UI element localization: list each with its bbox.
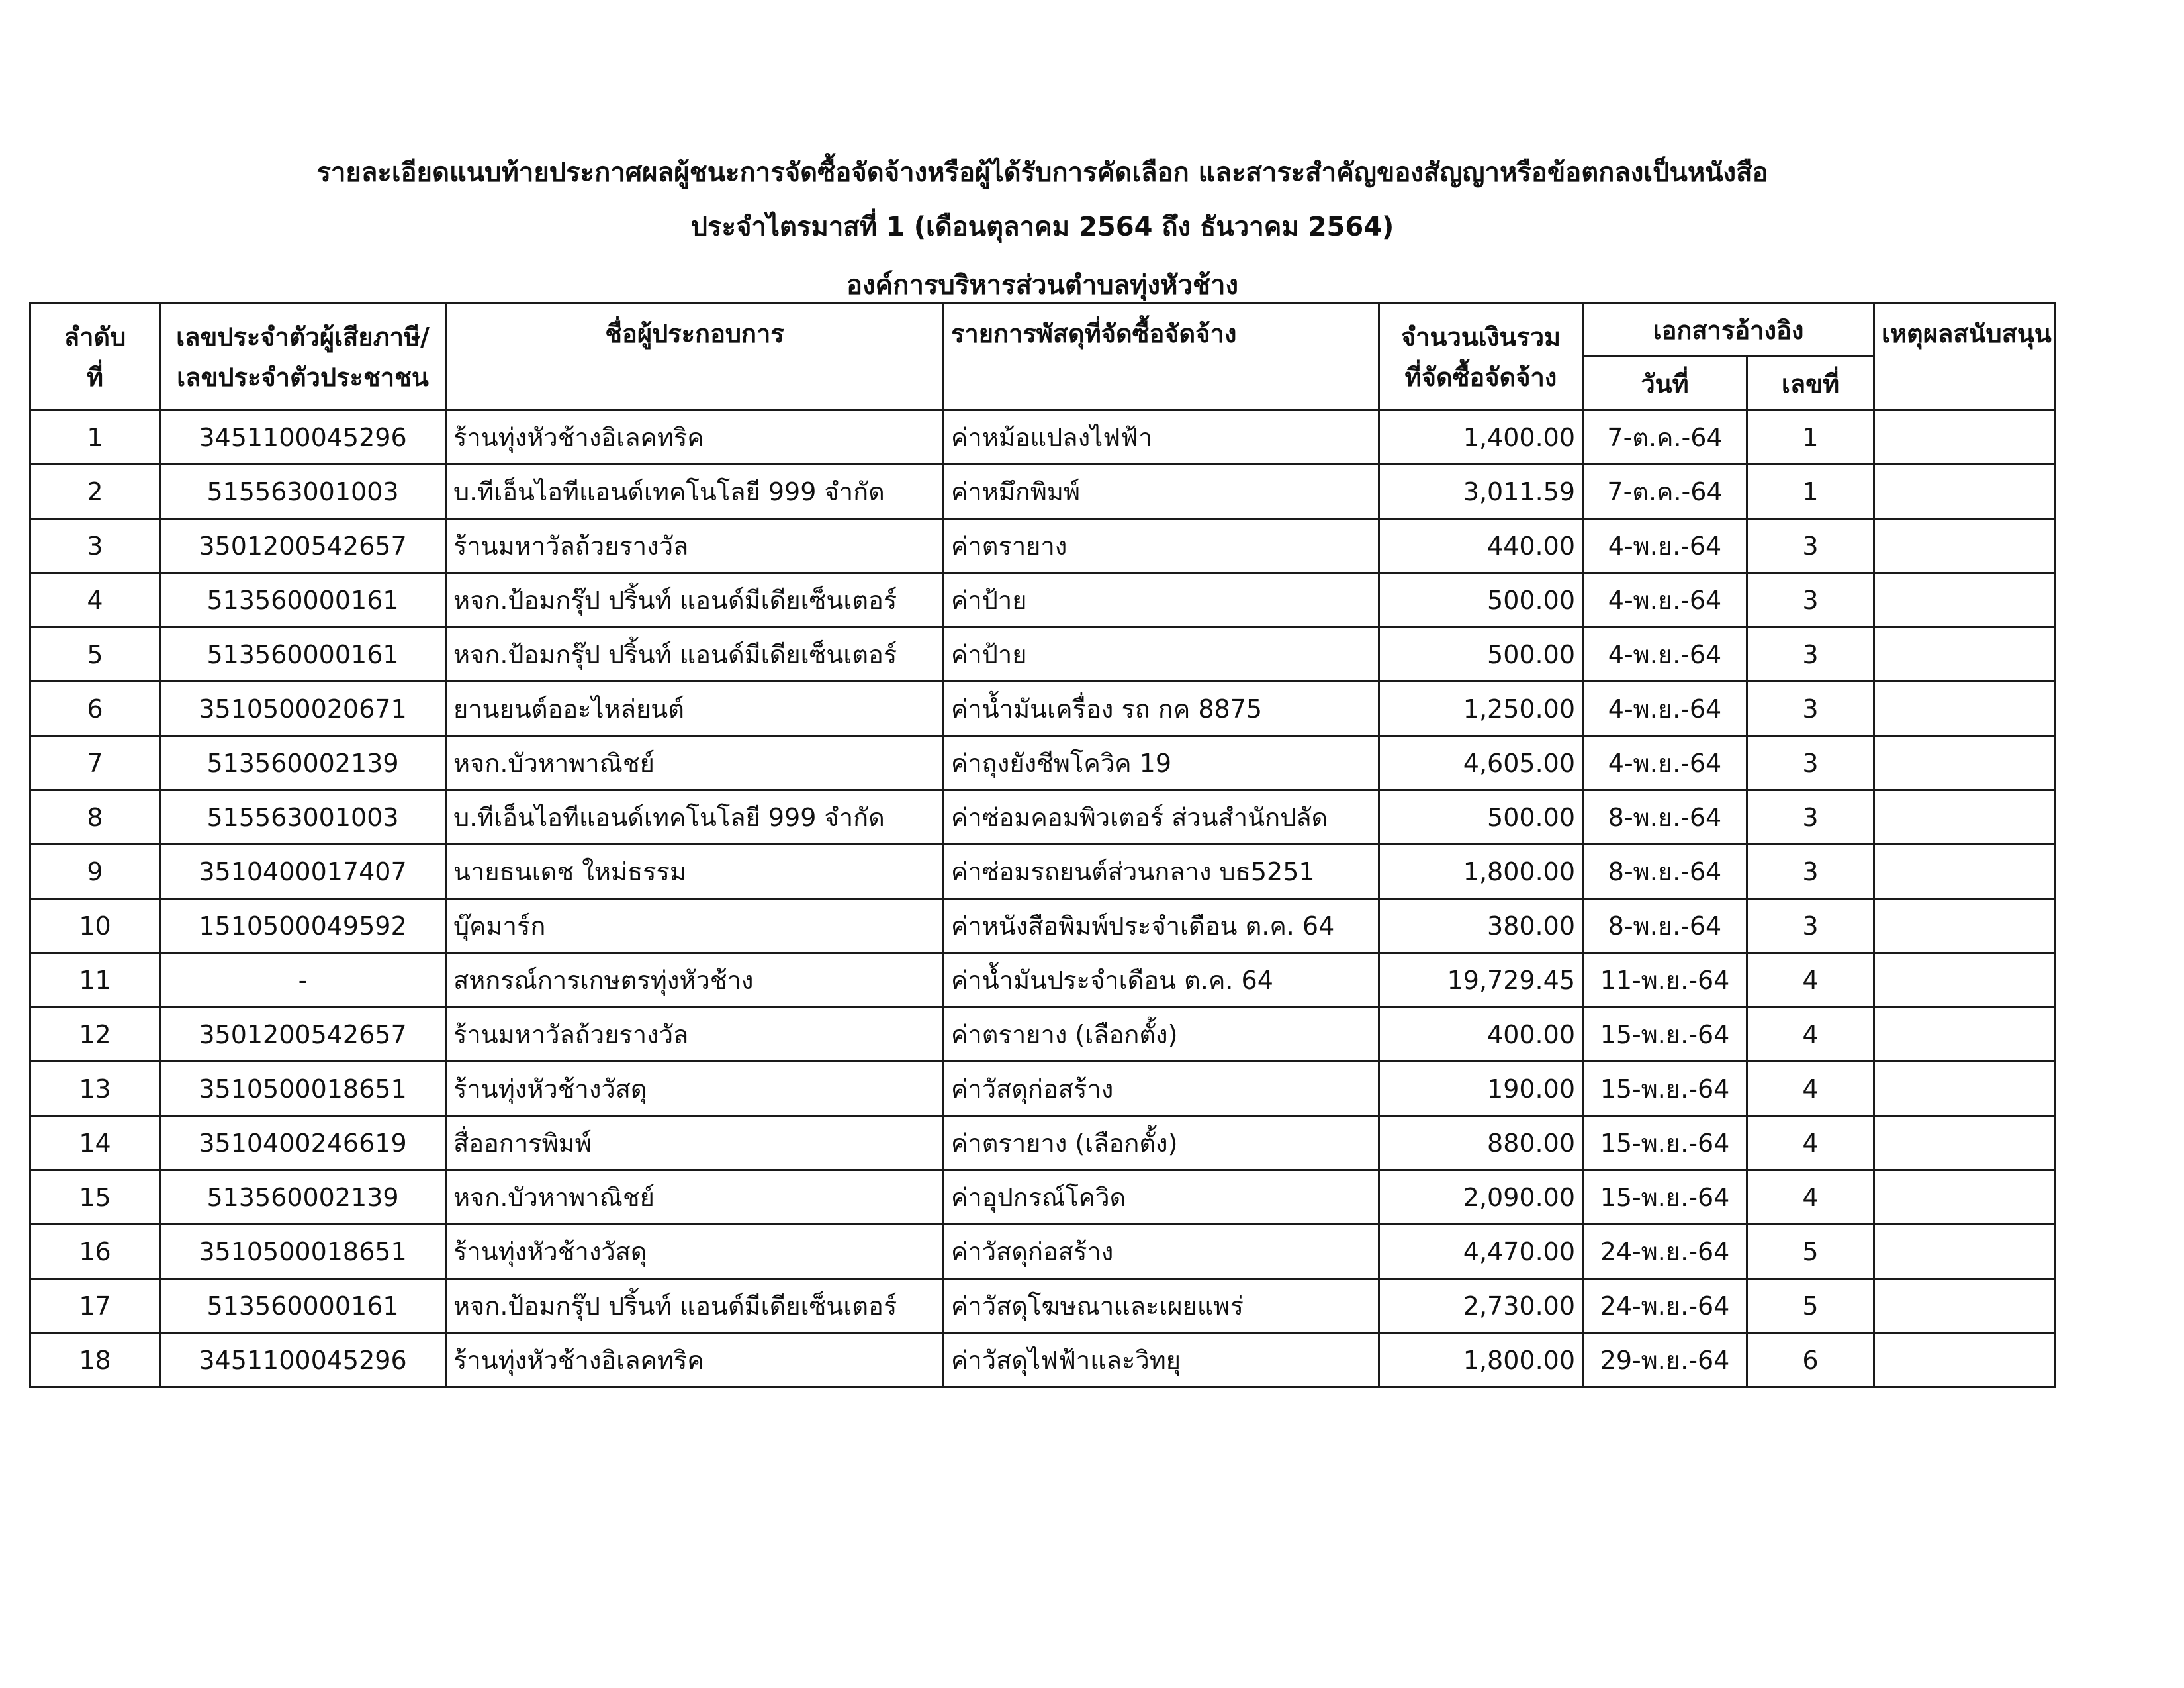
header-reference: เอกสารอ้างอิง bbox=[1583, 303, 1874, 357]
cell-date: 4-พ.ย.-64 bbox=[1583, 573, 1747, 628]
header-no bbox=[30, 303, 160, 410]
header-reference-date: วันที่ bbox=[1583, 357, 1747, 410]
cell-ref-no: 5 bbox=[1747, 1225, 1874, 1279]
cell-ref-no: 3 bbox=[1747, 899, 1874, 953]
header-taxid-line2: เลขประจำตัวประชาชน bbox=[177, 362, 429, 392]
cell-taxid: - bbox=[160, 953, 446, 1008]
cell-no: 3 bbox=[30, 519, 160, 573]
table-row bbox=[30, 953, 2056, 1008]
cell-amount: 1,800.00 bbox=[1379, 1333, 1583, 1387]
header-item: รายการพัสดุที่จัดซื้อจัดจ้าง bbox=[944, 303, 1379, 410]
table-row bbox=[30, 1116, 2056, 1170]
cell-taxid: 3451100045296 bbox=[160, 1333, 446, 1387]
cell-vendor: ร้านทุ่งหัวช้างวัสดุ bbox=[446, 1062, 944, 1116]
cell-amount: 440.00 bbox=[1379, 519, 1583, 573]
cell-reason bbox=[1874, 628, 2056, 682]
cell-reason bbox=[1874, 845, 2056, 899]
cell-date: 8-พ.ย.-64 bbox=[1583, 899, 1747, 953]
cell-taxid: 515563001003 bbox=[160, 790, 446, 845]
header-no-line1: ลำดับ bbox=[64, 322, 126, 352]
cell-reason bbox=[1874, 1062, 2056, 1116]
header-amount bbox=[1379, 303, 1583, 410]
cell-vendor: ยานยนต์ออะไหล่ยนต์ bbox=[446, 682, 944, 736]
cell-taxid: 3501200542657 bbox=[160, 519, 446, 573]
table-row bbox=[30, 628, 2056, 682]
cell-no: 15 bbox=[30, 1170, 160, 1225]
table-row bbox=[30, 573, 2056, 628]
cell-item: ค่าน้ำมันเครื่อง รถ กค 8875 bbox=[944, 682, 1379, 736]
table-row bbox=[30, 1170, 2056, 1225]
table-row bbox=[30, 1333, 2056, 1387]
header-reason: เหตุผลสนับสนุน bbox=[1874, 303, 2056, 410]
cell-taxid: 513560000161 bbox=[160, 628, 446, 682]
cell-date: 8-พ.ย.-64 bbox=[1583, 845, 1747, 899]
cell-reason bbox=[1874, 1116, 2056, 1170]
organization-name: องค์การบริหารส่วนตำบลทุ่งหัวช้าง bbox=[846, 270, 1239, 301]
cell-ref-no: 4 bbox=[1747, 953, 1874, 1008]
cell-reason bbox=[1874, 736, 2056, 790]
cell-vendor: หจก.บัวหาพาณิชย์ bbox=[446, 736, 944, 790]
header-taxid bbox=[160, 303, 446, 410]
cell-no: 7 bbox=[30, 736, 160, 790]
cell-item: ค่าตรายาง (เลือกตั้ง) bbox=[944, 1116, 1379, 1170]
cell-taxid: 3510500018651 bbox=[160, 1225, 446, 1279]
cell-no: 18 bbox=[30, 1333, 160, 1387]
cell-item: ค่าน้ำมันประจำเดือน ต.ค. 64 bbox=[944, 953, 1379, 1008]
table-row bbox=[30, 1225, 2056, 1279]
cell-taxid: 3510400017407 bbox=[160, 845, 446, 899]
cell-amount: 500.00 bbox=[1379, 573, 1583, 628]
cell-reason bbox=[1874, 1333, 2056, 1387]
cell-date: 7-ต.ค.-64 bbox=[1583, 410, 1747, 465]
cell-vendor: หจก.บัวหาพาณิชย์ bbox=[446, 1170, 944, 1225]
cell-taxid: 513560002139 bbox=[160, 1170, 446, 1225]
cell-ref-no: 3 bbox=[1747, 573, 1874, 628]
cell-taxid: 3451100045296 bbox=[160, 410, 446, 465]
cell-date: 24-พ.ย.-64 bbox=[1583, 1279, 1747, 1333]
table-row bbox=[30, 1279, 2056, 1333]
cell-taxid: 513560000161 bbox=[160, 1279, 446, 1333]
cell-ref-no: 4 bbox=[1747, 1170, 1874, 1225]
cell-ref-no: 1 bbox=[1747, 465, 1874, 519]
cell-ref-no: 4 bbox=[1747, 1062, 1874, 1116]
cell-vendor: ร้านทุ่งหัวช้างวัสดุ bbox=[446, 1225, 944, 1279]
table-row bbox=[30, 410, 2056, 465]
cell-date: 4-พ.ย.-64 bbox=[1583, 628, 1747, 682]
cell-date: 29-พ.ย.-64 bbox=[1583, 1333, 1747, 1387]
cell-date: 15-พ.ย.-64 bbox=[1583, 1062, 1747, 1116]
cell-ref-no: 3 bbox=[1747, 628, 1874, 682]
cell-amount: 500.00 bbox=[1379, 628, 1583, 682]
cell-taxid: 3510500018651 bbox=[160, 1062, 446, 1116]
cell-reason bbox=[1874, 465, 2056, 519]
cell-amount: 380.00 bbox=[1379, 899, 1583, 953]
cell-ref-no: 3 bbox=[1747, 736, 1874, 790]
cell-taxid: 513560000161 bbox=[160, 573, 446, 628]
cell-vendor: สื่ออการพิมพ์ bbox=[446, 1116, 944, 1170]
cell-vendor: บุ๊คมาร์ก bbox=[446, 899, 944, 953]
cell-item: ค่าถุงยังชีพโควิค 19 bbox=[944, 736, 1379, 790]
cell-taxid: 515563001003 bbox=[160, 465, 446, 519]
cell-amount: 4,605.00 bbox=[1379, 736, 1583, 790]
table-row bbox=[30, 736, 2056, 790]
cell-date: 24-พ.ย.-64 bbox=[1583, 1225, 1747, 1279]
cell-date: 8-พ.ย.-64 bbox=[1583, 790, 1747, 845]
table-row bbox=[30, 519, 2056, 573]
cell-ref-no: 5 bbox=[1747, 1279, 1874, 1333]
cell-item: ค่าวัสดุก่อสร้าง bbox=[944, 1062, 1379, 1116]
cell-no: 4 bbox=[30, 573, 160, 628]
cell-amount: 190.00 bbox=[1379, 1062, 1583, 1116]
cell-vendor: บ.ทีเอ็นไอทีแอนด์เทคโนโลยี 999 จำกัด bbox=[446, 790, 944, 845]
cell-reason bbox=[1874, 519, 2056, 573]
cell-ref-no: 6 bbox=[1747, 1333, 1874, 1387]
cell-reason bbox=[1874, 1008, 2056, 1062]
cell-date: 4-พ.ย.-64 bbox=[1583, 519, 1747, 573]
cell-item: ค่าตรายาง (เลือกตั้ง) bbox=[944, 1008, 1379, 1062]
table-row bbox=[30, 790, 2056, 845]
cell-taxid: 3510500020671 bbox=[160, 682, 446, 736]
cell-taxid: 3501200542657 bbox=[160, 1008, 446, 1062]
cell-item: ค่าวัสดุไฟฟ้าและวิทยุ bbox=[944, 1333, 1379, 1387]
cell-item: ค่าหนังสือพิมพ์ประจำเดือน ต.ค. 64 bbox=[944, 899, 1379, 953]
cell-ref-no: 3 bbox=[1747, 845, 1874, 899]
cell-reason bbox=[1874, 1225, 2056, 1279]
header-reference-no: เลขที่ bbox=[1747, 357, 1874, 410]
cell-no: 13 bbox=[30, 1062, 160, 1116]
cell-reason bbox=[1874, 790, 2056, 845]
cell-date: 15-พ.ย.-64 bbox=[1583, 1170, 1747, 1225]
cell-date: 15-พ.ย.-64 bbox=[1583, 1116, 1747, 1170]
cell-vendor: หจก.ป้อมกรุ๊ป ปริ้นท์ แอนด์มีเดียเซ็นเตอร์ bbox=[446, 628, 944, 682]
cell-amount: 2,730.00 bbox=[1379, 1279, 1583, 1333]
cell-item: ค่าซ่อมรถยนต์ส่วนกลาง บธ5251 bbox=[944, 845, 1379, 899]
cell-amount: 1,800.00 bbox=[1379, 845, 1583, 899]
cell-date: 4-พ.ย.-64 bbox=[1583, 736, 1747, 790]
cell-item: ค่าตรายาง bbox=[944, 519, 1379, 573]
cell-no: 5 bbox=[30, 628, 160, 682]
cell-amount: 19,729.45 bbox=[1379, 953, 1583, 1008]
cell-vendor: หจก.ป้อมกรุ๊ป ปริ้นท์ แอนด์มีเดียเซ็นเตอร์ bbox=[446, 1279, 944, 1333]
cell-no: 8 bbox=[30, 790, 160, 845]
cell-reason bbox=[1874, 1170, 2056, 1225]
cell-no: 2 bbox=[30, 465, 160, 519]
cell-item: ค่าหมึกพิมพ์ bbox=[944, 465, 1379, 519]
table-row bbox=[30, 682, 2056, 736]
cell-item: ค่าวัสดุโฆษณาและเผยแพร่ bbox=[944, 1279, 1379, 1333]
cell-ref-no: 1 bbox=[1747, 410, 1874, 465]
document-title: รายละเอียดแนบท้ายประกาศผลผู้ชนะการจัดซื้อจัดจ้างหรือผู้ได้รับการคัดเลือก และสาระสำคัญของสัญญาหรือข้อตกลงเป็นหนังสือ bbox=[316, 158, 1768, 188]
cell-vendor: ร้านทุ่งหัวช้างอิเลคทริค bbox=[446, 410, 944, 465]
cell-no: 16 bbox=[30, 1225, 160, 1279]
cell-item: ค่าซ่อมคอมพิวเตอร์ ส่วนสำนักปลัด bbox=[944, 790, 1379, 845]
cell-amount: 4,470.00 bbox=[1379, 1225, 1583, 1279]
cell-date: 15-พ.ย.-64 bbox=[1583, 1008, 1747, 1062]
cell-ref-no: 4 bbox=[1747, 1008, 1874, 1062]
header-vendor: ชื่อผู้ประกอบการ bbox=[446, 303, 944, 410]
cell-date: 7-ต.ค.-64 bbox=[1583, 465, 1747, 519]
cell-date: 11-พ.ย.-64 bbox=[1583, 953, 1747, 1008]
cell-ref-no: 4 bbox=[1747, 1116, 1874, 1170]
cell-amount: 1,250.00 bbox=[1379, 682, 1583, 736]
cell-ref-no: 3 bbox=[1747, 519, 1874, 573]
cell-amount: 1,400.00 bbox=[1379, 410, 1583, 465]
header-taxid-line1: เลขประจำตัวผู้เสียภาษี/ bbox=[176, 322, 430, 352]
cell-item: ค่าวัสดุก่อสร้าง bbox=[944, 1225, 1379, 1279]
cell-no: 12 bbox=[30, 1008, 160, 1062]
cell-amount: 2,090.00 bbox=[1379, 1170, 1583, 1225]
table-row bbox=[30, 845, 2056, 899]
table-row bbox=[30, 899, 2056, 953]
cell-no: 6 bbox=[30, 682, 160, 736]
cell-no: 11 bbox=[30, 953, 160, 1008]
cell-reason bbox=[1874, 953, 2056, 1008]
table-row bbox=[30, 465, 2056, 519]
cell-taxid: 3510400246619 bbox=[160, 1116, 446, 1170]
cell-reason bbox=[1874, 682, 2056, 736]
cell-vendor: นายธนเดช ใหม่ธรรม bbox=[446, 845, 944, 899]
cell-reason bbox=[1874, 899, 2056, 953]
table-body bbox=[30, 410, 2056, 1387]
cell-item: ค่าหม้อแปลงไฟฟ้า bbox=[944, 410, 1379, 465]
header-amount-line1: จำนวนเงินรวม bbox=[1400, 322, 1561, 352]
cell-reason bbox=[1874, 1279, 2056, 1333]
cell-no: 10 bbox=[30, 899, 160, 953]
document-period: ประจำไตรมาสที่ 1 (เดือนตุลาคม 2564 ถึง ธันวาคม 2564) bbox=[690, 212, 1394, 242]
cell-no: 17 bbox=[30, 1279, 160, 1333]
cell-no: 9 bbox=[30, 845, 160, 899]
cell-taxid: 513560002139 bbox=[160, 736, 446, 790]
cell-vendor: ร้านทุ่งหัวช้างอิเลคทริค bbox=[446, 1333, 944, 1387]
cell-vendor: ร้านมหาวัลถ้วยรางวัล bbox=[446, 519, 944, 573]
cell-vendor: บ.ทีเอ็นไอทีแอนด์เทคโนโลยี 999 จำกัด bbox=[446, 465, 944, 519]
cell-date: 4-พ.ย.-64 bbox=[1583, 682, 1747, 736]
cell-vendor: สหกรณ์การเกษตรทุ่งหัวช้าง bbox=[446, 953, 944, 1008]
cell-vendor: หจก.ป้อมกรุ๊ป ปริ้นท์ แอนด์มีเดียเซ็นเตอร์ bbox=[446, 573, 944, 628]
table-row bbox=[30, 1062, 2056, 1116]
procurement-table bbox=[29, 302, 2056, 1388]
table-row bbox=[30, 1008, 2056, 1062]
cell-no: 1 bbox=[30, 410, 160, 465]
cell-taxid: 1510500049592 bbox=[160, 899, 446, 953]
cell-amount: 880.00 bbox=[1379, 1116, 1583, 1170]
cell-ref-no: 3 bbox=[1747, 682, 1874, 736]
cell-amount: 400.00 bbox=[1379, 1008, 1583, 1062]
header-amount-line2: ที่จัดซื้อจัดจ้าง bbox=[1404, 362, 1557, 392]
cell-amount: 3,011.59 bbox=[1379, 465, 1583, 519]
cell-amount: 500.00 bbox=[1379, 790, 1583, 845]
cell-no: 14 bbox=[30, 1116, 160, 1170]
cell-reason bbox=[1874, 410, 2056, 465]
cell-ref-no: 3 bbox=[1747, 790, 1874, 845]
cell-item: ค่าป้าย bbox=[944, 628, 1379, 682]
cell-item: ค่าป้าย bbox=[944, 573, 1379, 628]
header-no-line2: ที่ bbox=[86, 362, 104, 392]
cell-reason bbox=[1874, 573, 2056, 628]
cell-vendor: ร้านมหาวัลถ้วยรางวัล bbox=[446, 1008, 944, 1062]
cell-item: ค่าอุปกรณ์โควิด bbox=[944, 1170, 1379, 1225]
